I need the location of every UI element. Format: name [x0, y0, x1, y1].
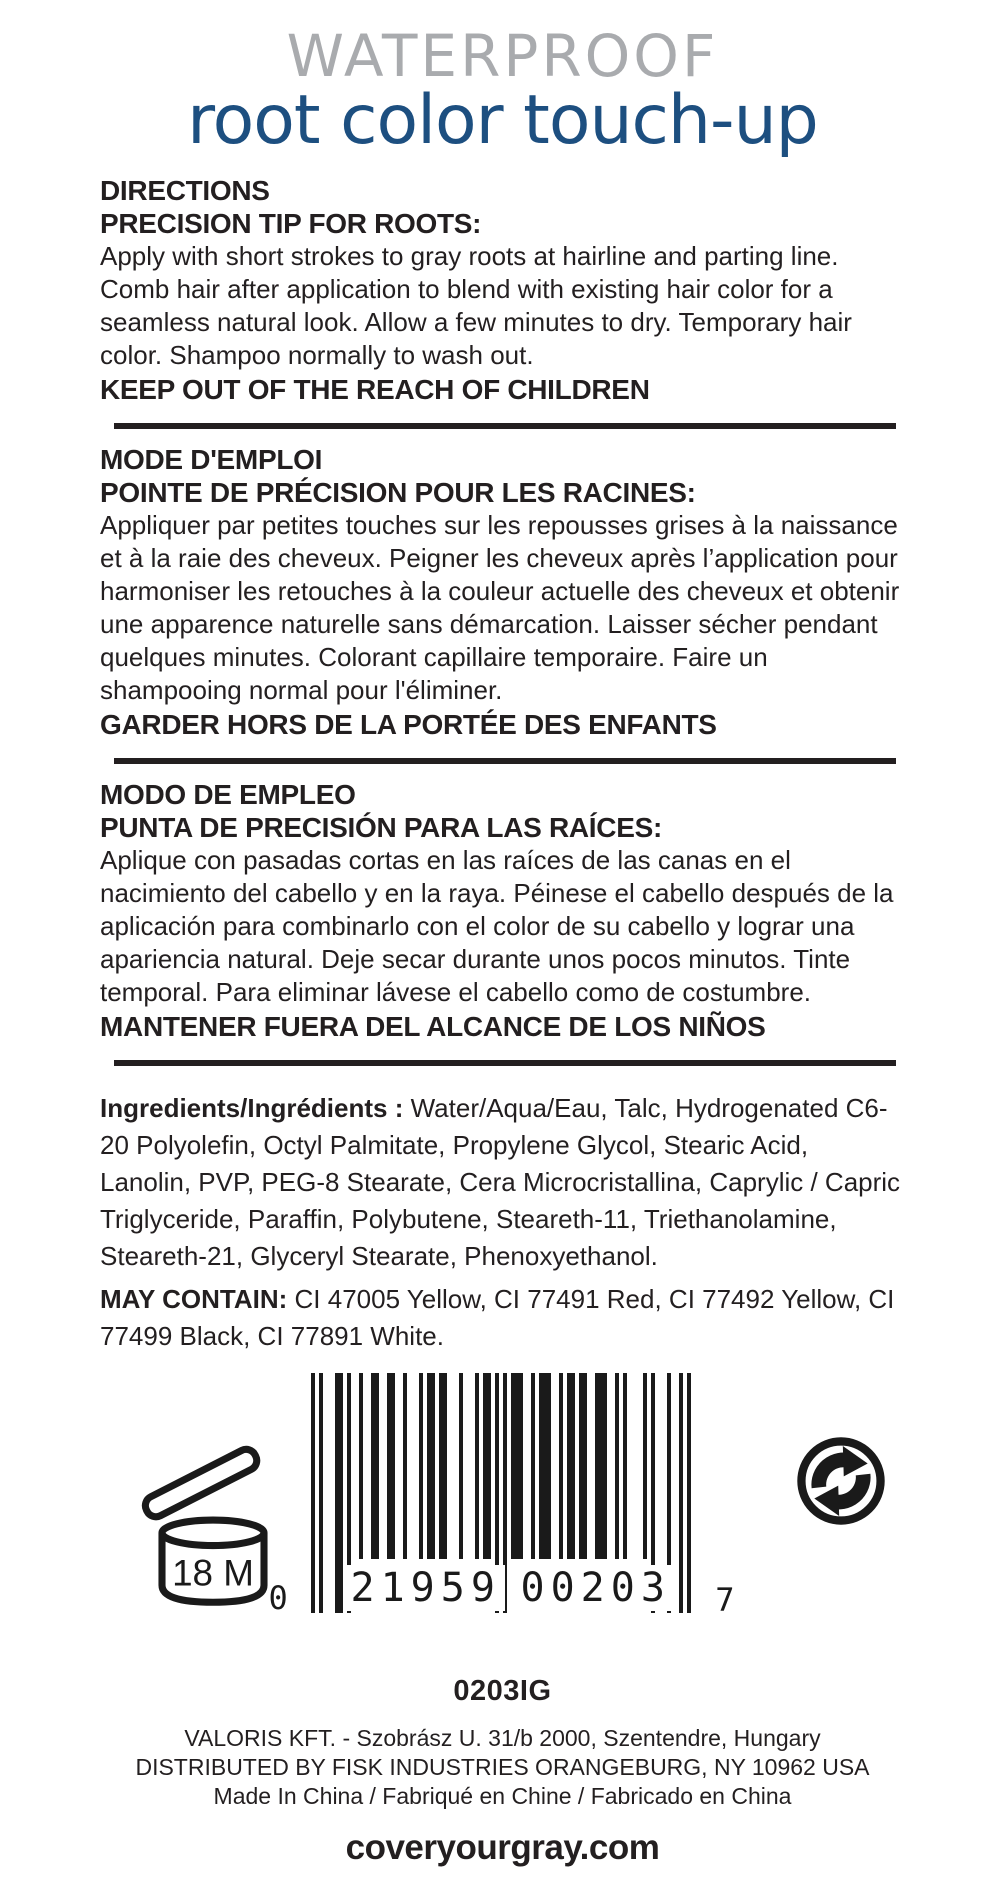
barcode-digit-system: 0	[268, 1579, 288, 1617]
directions-heading: DIRECTIONS	[100, 175, 270, 206]
ingredients-text: Water/Aqua/Eau, Talc, Hydrogenated C6-20 Polyolefin, Octyl Palmitate, Propylene Glycol, Stearic Acid, Lanolin, PVP, PEG-8 Stearate, Cera Microcristallina, Caprylic / Capric Triglyceride, Paraffin, Polybutene, Steareth-11, Triethanolamine, Steareth-21, Glyceryl Stearate, Phenoxyethanol.	[100, 1093, 901, 1271]
product-title: root color touch-up	[187, 81, 818, 160]
directions-subheading: PRECISION TIP FOR ROOTS:	[100, 208, 482, 239]
mode-demploi-body: Appliquer par petites touches sur les repousses grises à la naissance et à la raie des cheveux. Peigner les cheveux après l’application pour harmoniser les retouches à la couleur actuelle des cheveux et obtenir une apparence naturelle sans démarcation. Laisser sécher pendant quelques minutes. Colorant capillaire temporaire. Faire un shampooing normal pour l'éliminer.	[100, 510, 900, 705]
modo-de-empleo-body: Aplique con pasadas cortas en las raíces de las canas en el nacimiento del cabello y en la raya. Péinese el cabello después de la aplicación para combinarlo con el color de su cabello y lograr una apariencia natural. Deje secar durante unos pocos minutos. Tinte temporal. Para eliminar lávese el cabello como de costumbre.	[100, 845, 894, 1007]
manufacturer-block	[100, 1724, 905, 1811]
barcode-digit-check: 7	[715, 1581, 735, 1619]
green-dot-recycling-icon	[795, 1435, 887, 1527]
directions-body: Apply with short strokes to gray roots at hairline and parting line. Comb hair after application to blend with existing hair color for a seamless natural look. Allow a few minutes to dry. Temporary hair color. Shampoo normally to wash out.	[100, 241, 852, 370]
ingredients-paragraph	[100, 1090, 905, 1275]
section-directions-es	[100, 778, 905, 1044]
mode-demploi-subheading: POINTE DE PRÉCISION POUR LES RACINES:	[100, 477, 696, 508]
divider	[114, 758, 896, 764]
modo-de-empleo-heading: MODO DE EMPLEO	[100, 779, 356, 810]
pao-duration-label: 18 M	[172, 1552, 254, 1594]
ingredients-lead: Ingredients/Ingrédients :	[100, 1093, 411, 1123]
brand-block	[100, 22, 905, 160]
barcode-row	[100, 1373, 905, 1673]
may-contain-text: CI 47005 Yellow, CI 77491 Red, CI 77492 Yellow, CI 77499 Black, CI 77891 White.	[100, 1284, 895, 1351]
divider	[114, 423, 896, 429]
barcode-digit-group2: 00203	[517, 1565, 675, 1611]
manufacturer-line: VALORIS KFT. - Szobrász U. 31/b 2000, Szentendre, Hungary	[184, 1725, 821, 1751]
section-directions-en	[100, 174, 905, 407]
upc-barcode	[268, 1373, 735, 1645]
product-sku-code: 0203IG	[453, 1675, 552, 1707]
section-directions-fr	[100, 443, 905, 742]
modo-de-empleo-subheading: PUNTA DE PRECISIÓN PARA LAS RAÍCES:	[100, 812, 662, 843]
divider	[114, 1060, 896, 1066]
may-contain-paragraph	[100, 1281, 905, 1355]
modo-de-empleo-warning: MANTENER FUERA DEL ALCANCE DE LOS NIÑOS	[100, 1011, 766, 1042]
directions-warning: KEEP OUT OF THE REACH OF CHILDREN	[100, 374, 650, 405]
website-url: coveryourgray.com	[345, 1828, 660, 1867]
made-in-line: Made In China / Fabriqué en Chine / Fabricado en China	[213, 1783, 792, 1809]
mode-demploi-warning: GARDER HORS DE LA PORTÉE DES ENFANTS	[100, 709, 717, 740]
mode-demploi-heading: MODE D'EMPLOI	[100, 444, 323, 475]
barcode-digit-group1: 21959	[347, 1565, 505, 1611]
distributor-line: DISTRIBUTED BY FISK INDUSTRIES ORANGEBURG, NY 10962 USA	[135, 1754, 870, 1780]
brand-waterproof: WATERPROOF	[286, 22, 719, 90]
may-contain-lead: MAY CONTAIN:	[100, 1284, 295, 1314]
